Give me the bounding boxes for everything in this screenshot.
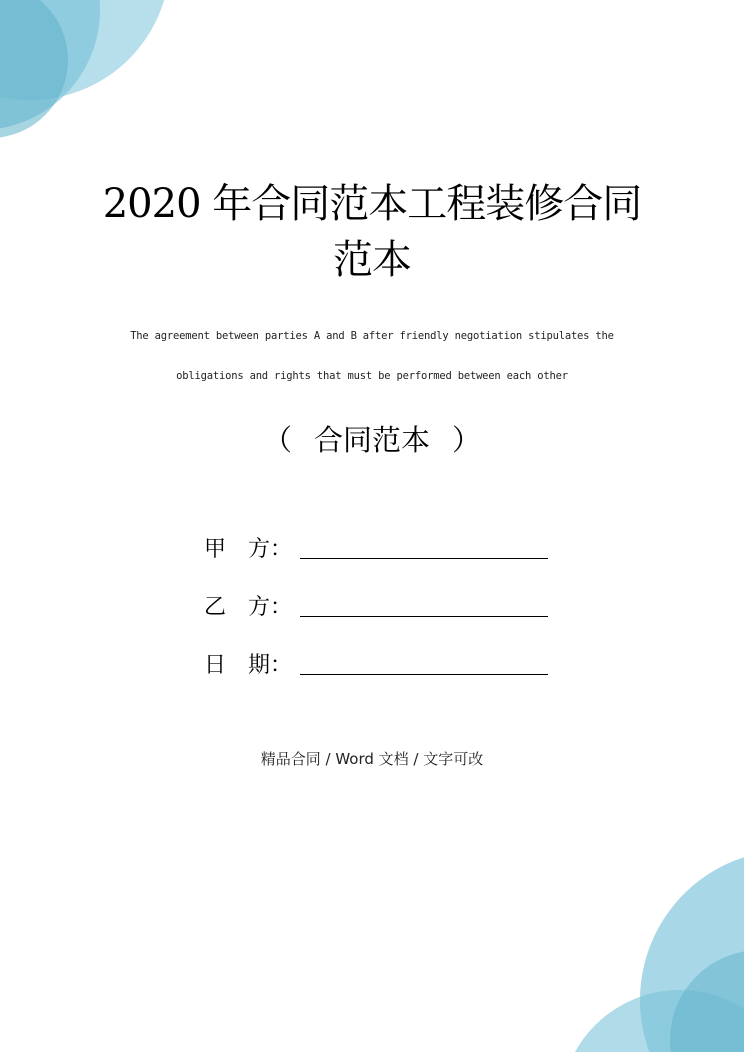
- party-b-label: 乙 方：: [204, 595, 293, 620]
- date-field: [204, 648, 548, 678]
- party-a-blank-line[interactable]: [300, 558, 548, 559]
- bottom-right-small-circle: [560, 990, 744, 1052]
- bottom-right-large-circle: [640, 850, 744, 1052]
- party-b-blank-line[interactable]: [300, 616, 548, 617]
- top-left-small-circle: [0, 0, 170, 100]
- english-subtitle-line2: obligations and rights that must be performed between each other: [176, 370, 568, 382]
- bottom-right-overlap-circle: [670, 950, 744, 1052]
- date-label: 日 期：: [204, 653, 293, 678]
- footer-note: 精品合同 / Word 文档 / 文字可改: [260, 750, 484, 768]
- close-paren: ）: [452, 423, 482, 457]
- english-subtitle-line1: The agreement between parties A and B after friendly negotiation stipulates the: [130, 330, 614, 342]
- document-type-text: 合同范本: [313, 423, 430, 457]
- date-blank-line[interactable]: [300, 674, 548, 675]
- party-b-field: [204, 590, 548, 620]
- top-left-overlap-circle: [0, 0, 68, 138]
- document-title-line1: 2020 年合同范本工程装修合同: [102, 181, 642, 227]
- open-paren: （: [262, 423, 292, 457]
- document-type-label: [0, 418, 744, 459]
- party-a-label: 甲 方：: [204, 537, 293, 562]
- party-a-field: [204, 532, 548, 562]
- document-title-line2: 范本: [333, 237, 411, 283]
- top-left-large-circle: [0, 0, 100, 130]
